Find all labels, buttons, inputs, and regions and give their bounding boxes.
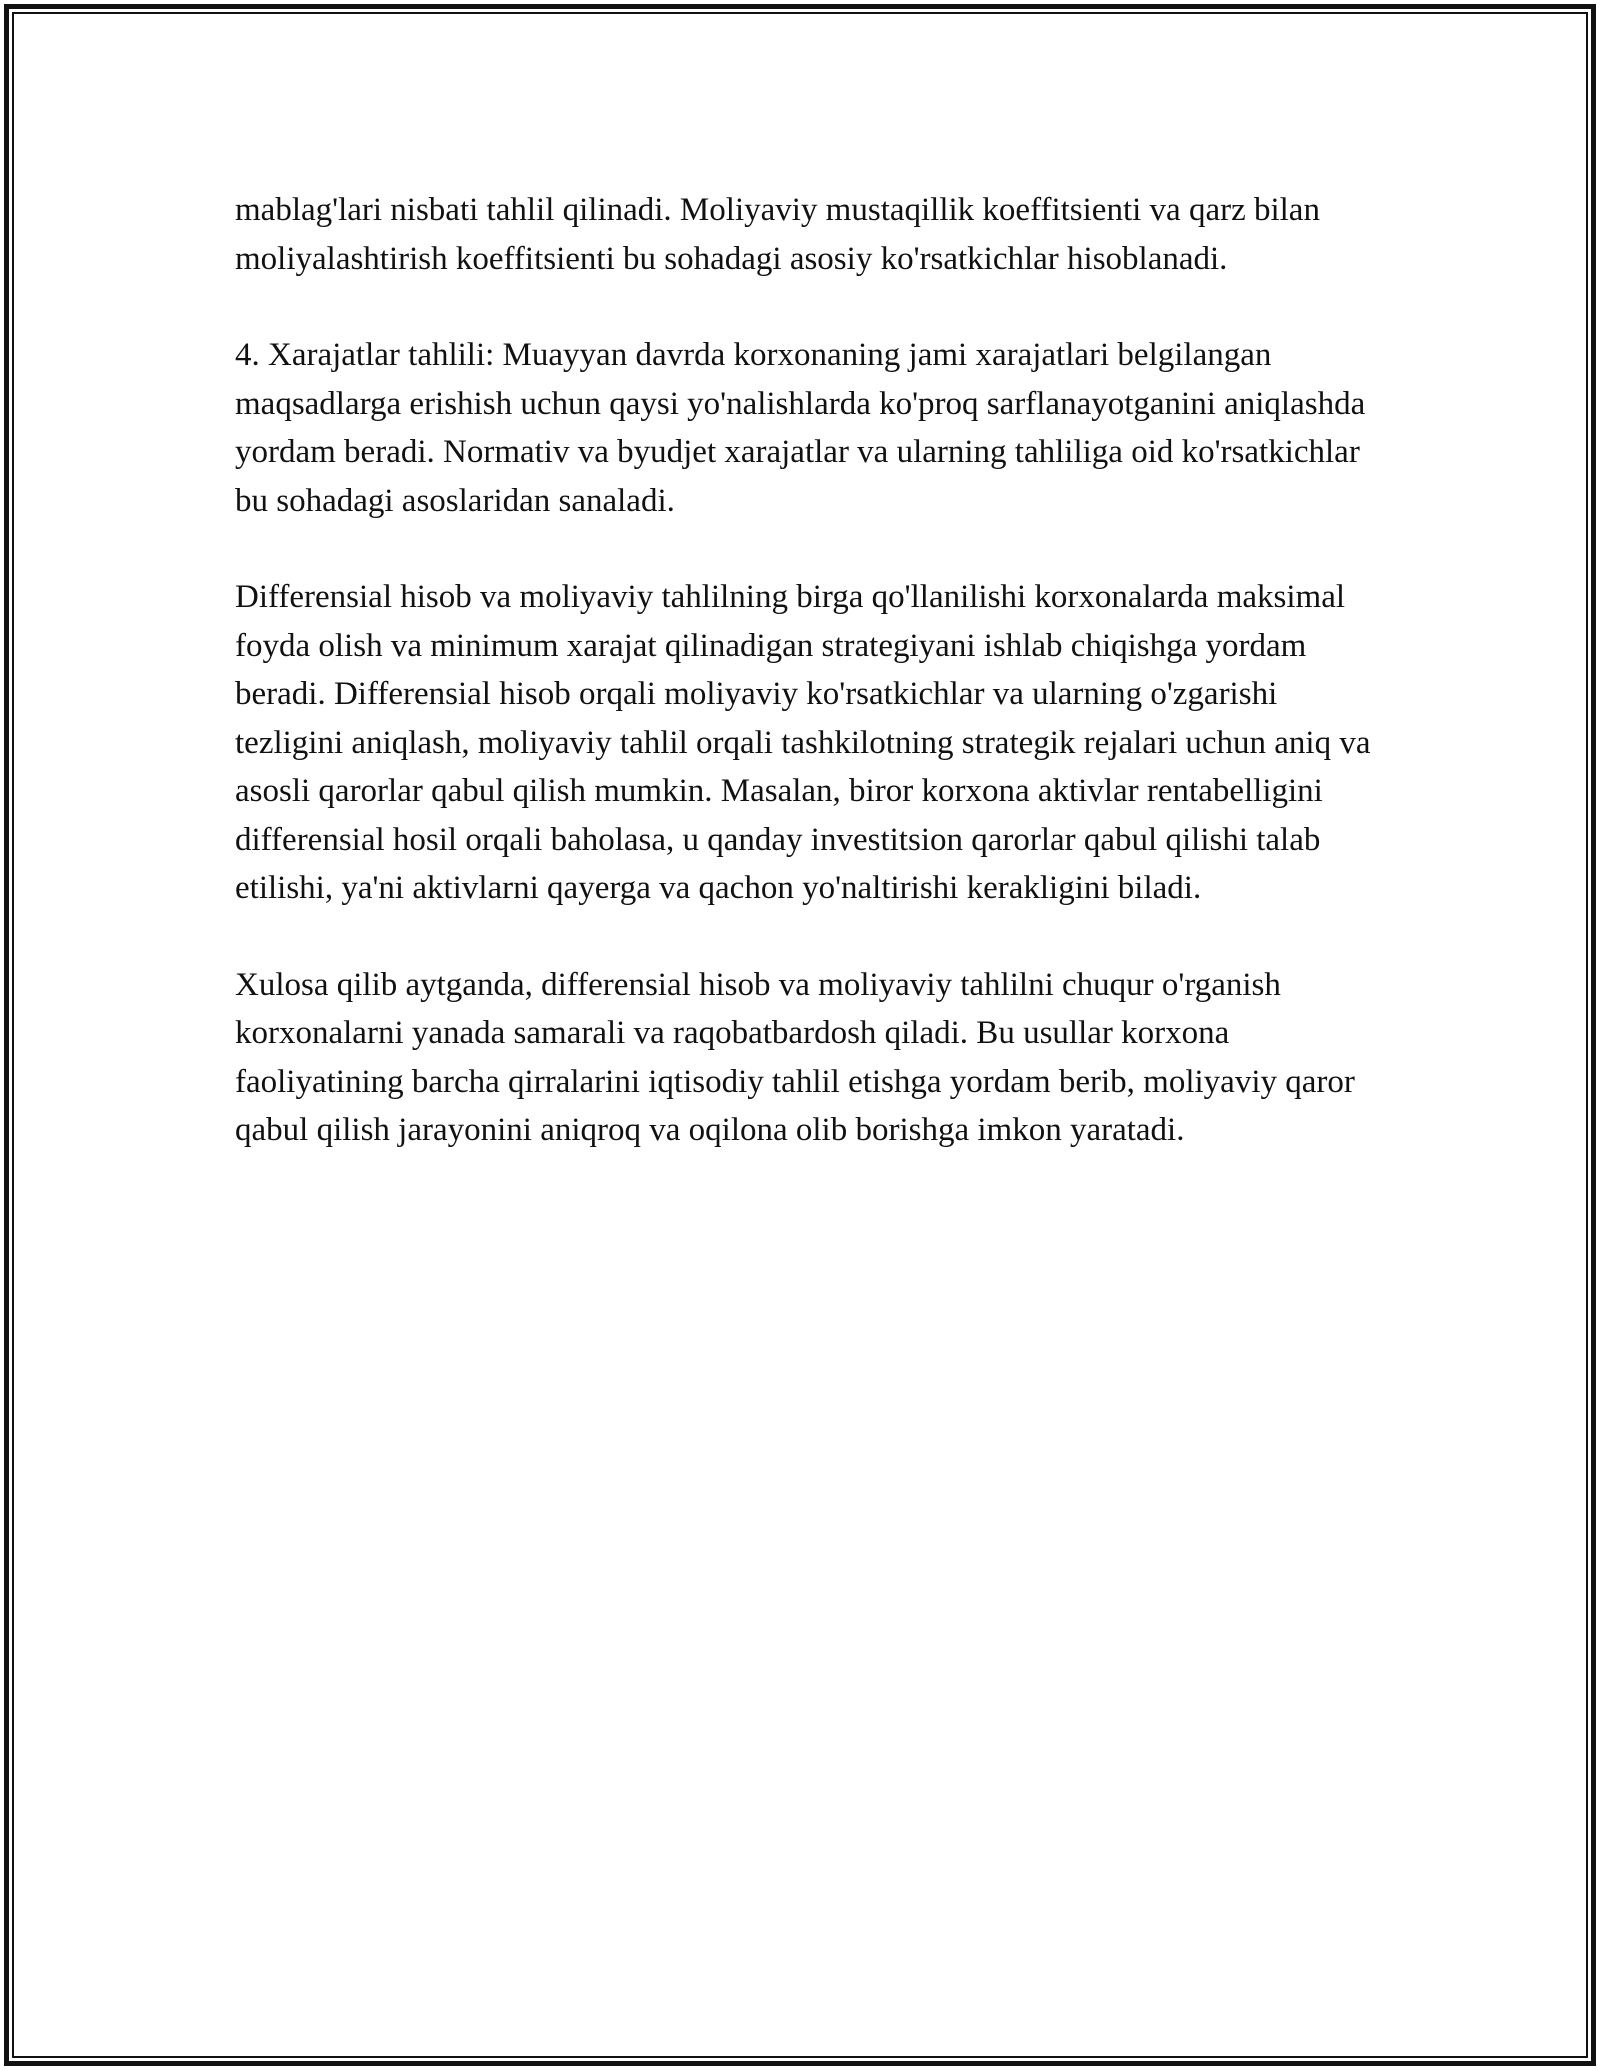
paragraph-conclusion: Xulosa qilib aytganda, differensial hisob va moliyaviy tahlilni chuqur o'rganish korxonalarni yanada samarali va raqobatbardosh qiladi. Bu usullar korxona faoliyatining barcha qirralarini iqtisodiy tahlil etishga yordam berib, moliyaviy qaror qabul qilish jarayonini aniqroq va oqilona olib borishga imkon yaratadi.: [235, 966, 1355, 1148]
paragraph-expense-analysis: 4. Xarajatlar tahlili: Muayyan davrda korxonaning jami xarajatlari belgilangan maqsadlarga erishish uchun qaysi yo'nalishlarda ko'proq sarflanayotganini aniqlashda yordam beradi. Normativ va byudjet xarajatlar va ularning tahliliga oid ko'rsatkichlar bu sohadagi asoslaridan sanaladi.: [235, 337, 1366, 519]
paragraph-differential-and-financial-analysis: Differensial hisob va moliyaviy tahlilning birga qo'llanilishi korxonalarda maksimal foyda olish va minimum xarajat qilinadigan strategiyani ishlab chiqishga yordam beradi. Differensial hisob orqali moliyaviy ko'rsatkichlar va ularning o'zgarishi tezligini aniqlash, moliyaviy tahlil orqali tashkilotning strategik rejalari uchun aniq va asosli qarorlar qabul qilish mumkin. Masalan, biror korxona aktivlar rentabelligini differensial hosil orqali baholasa, u qanday investitsion qarorlar qabul qilishi talab etilishi, ya'ni aktivlarni qayerga va qachon yo'naltirishi kerakligini biladi.: [235, 579, 1371, 906]
document-body: [235, 186, 1385, 1203]
paragraph-ratio-analysis-end: mablag'lari nisbati tahlil qilinadi. Moliyaviy mustaqillik koeffitsienti va qarz bilan moliyalashtirish koeffitsienti bu sohadagi asosiy ko'rsatkichlar hisoblanadi.: [235, 192, 1320, 277]
